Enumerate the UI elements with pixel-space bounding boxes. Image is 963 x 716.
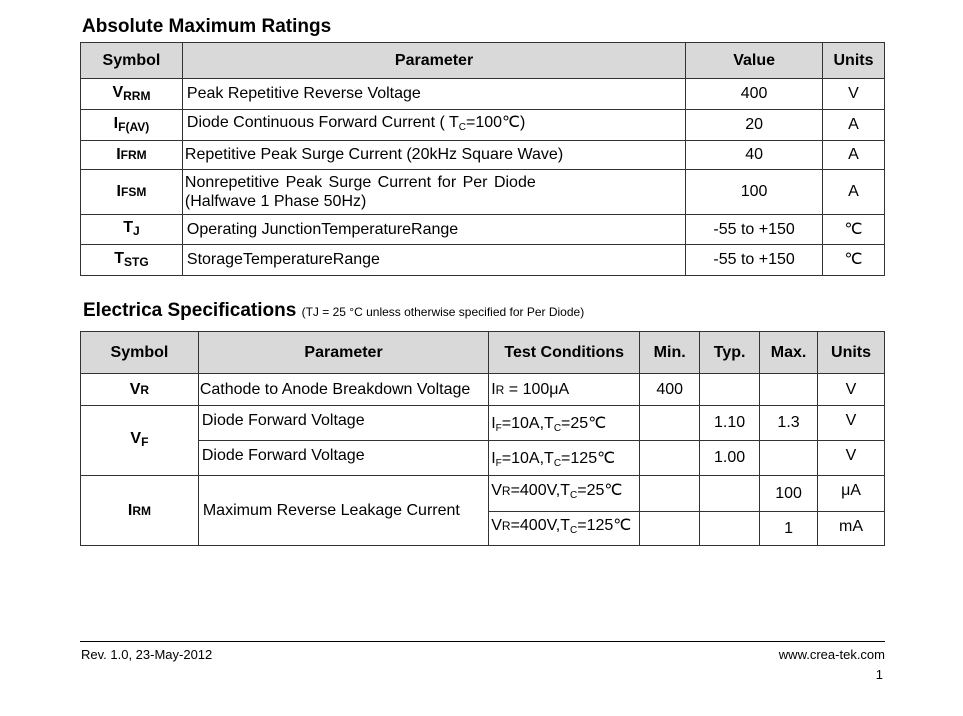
min-cell: 400 — [640, 374, 700, 406]
table-row — [81, 79, 885, 110]
table-row — [81, 110, 885, 141]
max-cell — [760, 374, 818, 406]
max-cell — [760, 441, 818, 476]
parameter-cell: Maximum Reverse Leakage Current — [198, 476, 488, 546]
table-row — [81, 141, 885, 170]
units-cell: mA — [818, 512, 885, 546]
header-symbol: Symbol — [81, 43, 183, 79]
table-header-row — [81, 43, 885, 79]
units-cell: V — [818, 441, 885, 476]
max-cell: 1 — [760, 512, 818, 546]
header-units: Units — [823, 43, 885, 79]
header-value: Value — [686, 43, 823, 79]
parameter-cell: StorageTemperatureRange — [182, 245, 685, 276]
header-min: Min. — [640, 332, 700, 374]
units-cell: A — [823, 110, 885, 141]
value-cell: 100 — [686, 170, 823, 215]
units-cell: ℃ — [823, 215, 885, 245]
test-condition-cell: IR = 100μA — [489, 374, 640, 406]
units-cell: μA — [818, 476, 885, 512]
electrical-specs-table — [80, 331, 885, 546]
test-condition-cell: $VR=400V,T_C=125℃$ — [489, 512, 640, 546]
footer-website: www.crea-tek.com — [778, 647, 885, 662]
min-cell — [640, 512, 700, 546]
max-cell: 100 — [760, 476, 818, 512]
absolute-max-ratings-table — [80, 42, 885, 276]
footer-divider — [80, 641, 885, 642]
test-condition-cell: $VR=400V,T_C=25℃$ — [489, 476, 640, 512]
symbol-cell: $V_{RRM}$ — [81, 79, 183, 110]
table-row — [81, 215, 885, 245]
min-cell — [640, 406, 700, 441]
symbol-cell: IFSM — [81, 170, 183, 215]
header-typ: Typ. — [700, 332, 760, 374]
typ-cell — [700, 374, 760, 406]
symbol-cell: IFRM — [81, 141, 183, 170]
symbol-cell: $T_{STG}$ — [81, 245, 183, 276]
table-header-row — [81, 332, 885, 374]
units-cell: V — [823, 79, 885, 110]
table-row — [81, 406, 885, 441]
value-cell: 400 — [686, 79, 823, 110]
min-cell — [640, 441, 700, 476]
symbol-cell: $T_J$ — [81, 215, 183, 245]
value-cell: 40 — [686, 141, 823, 170]
table-row — [81, 374, 885, 406]
section2-note: (TJ = 25 °C unless otherwise specified for Per Diode) — [301, 305, 585, 319]
section1-title: Absolute Maximum Ratings — [82, 16, 332, 37]
symbol-cell: IRM — [81, 476, 199, 546]
header-test-conditions: Test Conditions — [489, 332, 640, 374]
header-parameter: Parameter — [198, 332, 488, 374]
parameter-cell: Diode Continuous Forward Current ( $T_C=100℃$) — [182, 110, 685, 141]
value-cell: 20 — [686, 110, 823, 141]
typ-cell — [700, 476, 760, 512]
symbol-cell: VR — [81, 374, 199, 406]
parameter-cell: Operating JunctionTemperatureRange — [182, 215, 685, 245]
parameter-cell: Cathode to Anode Breakdown Voltage — [198, 374, 488, 406]
page-number: 1 — [875, 667, 883, 682]
header-symbol: Symbol — [81, 332, 199, 374]
typ-cell — [700, 512, 760, 546]
symbol-cell: $V_F$ — [81, 406, 199, 476]
units-cell: A — [823, 141, 885, 170]
parameter-cell: Diode Forward Voltage — [198, 406, 488, 441]
units-cell: V — [818, 374, 885, 406]
parameter-cell: Diode Forward Voltage — [198, 441, 488, 476]
test-condition-cell: $I_F=10A,T_C=125℃$ — [489, 441, 640, 476]
header-units: Units — [818, 332, 885, 374]
parameter-cell: Peak Repetitive Reverse Voltage — [182, 79, 685, 110]
units-cell: A — [823, 170, 885, 215]
test-condition-cell: $I_F=10A,T_C=25℃$ — [489, 406, 640, 441]
units-cell: ℃ — [823, 245, 885, 276]
parameter-cell: Nonrepetitive Peak Surge Current for Per Diode (Halfwave 1 Phase 50Hz) — [182, 170, 685, 215]
typ-cell: 1.10 — [700, 406, 760, 441]
table-row — [81, 441, 885, 476]
section2-title: Electrica Specifications (TJ = 25 °C unless otherwise specified for Per Diode) — [83, 300, 585, 321]
table-row — [81, 170, 885, 215]
max-cell: 1.3 — [760, 406, 818, 441]
symbol-cell: $I_{F(AV)}$ — [81, 110, 183, 141]
typ-cell: 1.00 — [700, 441, 760, 476]
header-parameter: Parameter — [182, 43, 685, 79]
table-row — [81, 245, 885, 276]
table-row — [81, 476, 885, 512]
units-cell: V — [818, 406, 885, 441]
parameter-cell: Repetitive Peak Surge Current (20kHz Square Wave) — [182, 141, 685, 170]
value-cell: -55 to +150 — [686, 245, 823, 276]
footer-revision: Rev. 1.0, 23-May-2012 — [81, 647, 213, 662]
min-cell — [640, 476, 700, 512]
header-max: Max. — [760, 332, 818, 374]
value-cell: -55 to +150 — [686, 215, 823, 245]
